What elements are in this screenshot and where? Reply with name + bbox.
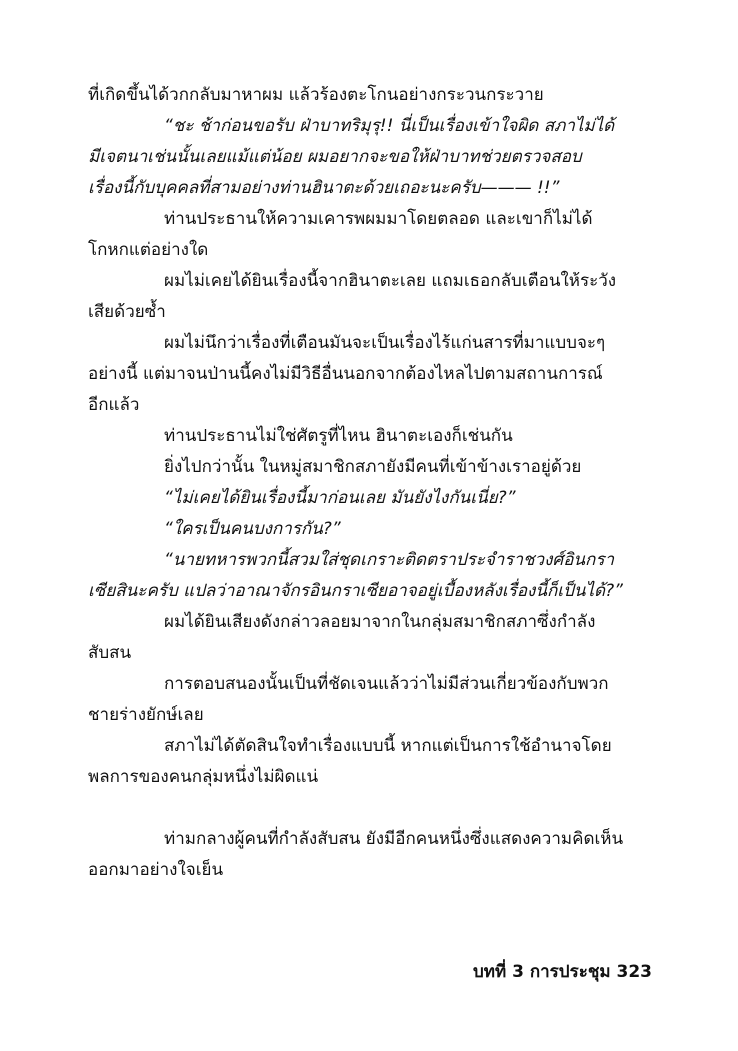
text-line: ยิ่งไปกว่านั้น ในหมู่สมาชิกสภายังมีคนที่เข้าข้างเราอยู่ด้วย: [164, 457, 582, 477]
dialogue-line: “ไม่เคยได้ยินเรื่องนี้มาก่อนเลย มันยังไงกันเนี่ย?”: [164, 488, 516, 508]
dialogue-line: มีเจตนาเช่นนั้นเลยแม้แต่น้อย ผมอยากจะขอให้ฝ่าบาทช่วยตรวจสอบ: [88, 147, 582, 167]
text-line: ชายร่างยักษ์เลย: [88, 705, 204, 725]
text-line: ที่เกิดขึ้นได้วกกลับมาหาผม แล้วร้องตะโกนอย่างกระวนกระวาย: [88, 85, 544, 105]
text-line: ท่านประธานให้ความเคารพผมมาโดยตลอด และเขาก็ไม่ได้: [164, 209, 593, 229]
text-line: ผมไม่นึกว่าเรื่องที่เตือนมันจะเป็นเรื่องไร้แก่นสารที่มาแบบจะๆ: [164, 333, 606, 353]
dialogue-line: เซียสินะครับ แปลว่าอาณาจักรอินกราเซียอาจอยู่เบื้องหลังเรื่องนี้ก็เป็นได้?”: [88, 581, 623, 601]
text-line: สภาไม่ได้ตัดสินใจทำเรื่องแบบนี้ หากแต่เป็นการใช้อำนาจโดย: [164, 736, 612, 756]
dialogue-line: “ชะ ช้าก่อนขอรับ ฝ่าบาทริมุรุ!! นี่เป็นเรื่องเข้าใจผิด สภาไม่ได้: [164, 116, 615, 136]
text-line: อย่างนี้ แต่มาจนป่านนี้คงไม่มีวิธีอื่นนอกจากต้องไหลไปตามสถานการณ์: [88, 364, 603, 384]
dialogue-line: “ใครเป็นคนบงการกัน?”: [164, 519, 341, 539]
dialogue-line: เรื่องนี้กับบุคคลที่สามอย่างท่านฮินาตะด้วยเถอะนะครับ——— !!”: [88, 178, 560, 198]
text-line: โกหกแต่อย่างใด: [88, 240, 209, 260]
text-line: ท่านประธานไม่ใช่ศัตรูที่ไหน ฮินาตะเองก็เช่นกัน: [164, 426, 513, 446]
page-body: [88, 80, 652, 886]
text-line: ออกมาอย่างใจเย็น: [88, 860, 224, 880]
text-line: ผมได้ยินเสียงดังกล่าวลอยมาจากในกลุ่มสมาชิกสภาซึ่งกำลัง: [164, 612, 596, 632]
text-line: สับสน: [88, 643, 132, 663]
text-line: การตอบสนองนั้นเป็นที่ชัดเจนแล้วว่าไม่มีส่วนเกี่ยวข้องกับพวก: [164, 674, 609, 694]
dialogue-line: “นายทหารพวกนี้สวมใส่ชุดเกราะติดตราประจำราชวงศ์อินกรา: [164, 550, 614, 570]
text-line: อีกแล้ว: [88, 395, 140, 415]
page-footer: บทที่ 3 การประชุม 323: [472, 962, 652, 982]
text-line: ผมไม่เคยได้ยินเรื่องนี้จากฮินาตะเลย แถมเธอกลับเตือนให้ระวัง: [164, 271, 617, 291]
text-line: เสียด้วยซ้ำ: [88, 302, 166, 322]
paragraph-gap: [88, 793, 652, 824]
text-line: พลการของคนกลุ่มหนึ่งไม่ผิดแน่: [88, 767, 319, 787]
text-line: ท่ามกลางผู้คนที่กำลังสับสน ยังมีอีกคนหนึ่งซึ่งแสดงความคิดเห็น: [164, 829, 624, 849]
